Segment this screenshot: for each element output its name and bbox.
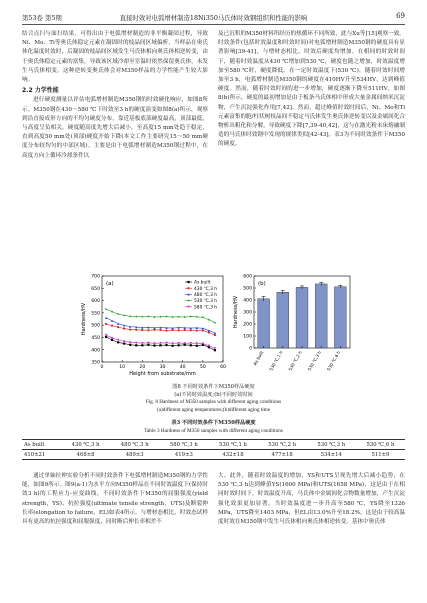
data-point [153, 316, 155, 318]
data-point [214, 322, 216, 324]
table-cell: 489±3 [110, 450, 159, 460]
y-tick-label: 650 [91, 286, 100, 292]
data-point [123, 314, 125, 316]
x-tick-label: 530 ℃,6 h [325, 350, 342, 372]
data-point [117, 326, 119, 328]
legend-label: 530 ℃,3 h [194, 299, 218, 305]
table-header-cell: 430 ℃,3 h [61, 440, 110, 450]
data-point [141, 329, 143, 331]
data-point [123, 342, 125, 344]
table-cell: 410±21 [22, 450, 61, 460]
y-tick-label: 550 [91, 311, 100, 317]
x-tick-label: 0 [100, 365, 104, 370]
y-tick-label: 350 [91, 360, 100, 366]
section-heading: 2.2 力学性能 [22, 87, 59, 95]
chart-hardness-vs-aging-time [230, 270, 354, 380]
data-point [153, 329, 155, 331]
data-point [196, 345, 198, 347]
y-tick-label: 300 [243, 310, 252, 316]
data-point [196, 329, 198, 331]
figure-subcaption-en: (a)different aging temperatures;(b)different aging time [156, 406, 271, 413]
data-point [135, 344, 137, 346]
chart-hardness-vs-height [78, 270, 228, 380]
y-tick-label: 0 [249, 346, 252, 352]
series-line [106, 335, 215, 349]
data-point [184, 329, 186, 331]
legend-label: 430 ℃,3 h [194, 286, 218, 292]
y-tick-label: 600 [243, 274, 252, 280]
y-tick-label: 500 [91, 323, 100, 329]
running-title: 直接时效对电弧增材制造18Ni350马氏体时效钢组织和性能的影响 [119, 14, 308, 22]
legend-marker [187, 300, 189, 302]
legend-marker [187, 281, 189, 283]
panel-label: (a) [106, 281, 114, 287]
data-point [165, 329, 167, 331]
x-tick-label: 30 [159, 365, 166, 370]
legend-marker [187, 287, 189, 289]
data-point [184, 316, 186, 318]
left-column [22, 30, 208, 161]
data-point [117, 313, 119, 315]
table-cell: 511±9 [356, 450, 405, 460]
x-tick-label: 20 [139, 365, 146, 370]
data-point [135, 315, 137, 317]
figure-subcaption-cn: (a)不同时效温度;(b)不同时效时间 [174, 391, 253, 398]
data-point [105, 308, 107, 310]
data-point [202, 316, 204, 318]
x-tick-label: 60 [220, 365, 226, 370]
table-cell: 468±8 [61, 450, 110, 460]
y-axis-label: Hardness/HV [233, 295, 239, 329]
data-point [159, 316, 161, 318]
y-tick-label: 200 [243, 322, 252, 328]
table-header-cell: 530 ℃,6 h [356, 440, 405, 450]
page-number: 69 [396, 12, 405, 20]
data-point [196, 316, 198, 318]
legend-label: 580 ℃,3 h [194, 305, 218, 311]
paragraph: 进行硬度测量以评估电弧增材制造M350钢的时效硬化响应，如图8所示。M350钢在430～580 ℃下时效至3 h的硬度演变如图8(a)所示，观察到沿直接成形方向的不均匀硬度分布，靠近基板底部硬度最高，顶部最低，与高度呈负相关。硬度随高度先增大后减小，至高度15 mm处趋于稳定，直到高度50 mm处(顶部)硬度开始下降(本文工作主要研究15～50 mm硬度分布较均匀的中部区域)。主要是由于电弧增材制造M350钢过程中，在高度方向上循环冷却条件以 [22, 97, 208, 159]
data-point [171, 316, 173, 318]
table-header-cell: 580 ℃,3 h [159, 440, 208, 450]
data-point [111, 339, 113, 341]
data-point [190, 344, 192, 346]
x-tick-label: 50 [199, 365, 206, 370]
data-point [208, 319, 210, 321]
x-tick-label: 40 [179, 365, 186, 370]
data-point [111, 320, 113, 322]
legend-label: As built [194, 280, 211, 286]
table-row [22, 450, 405, 460]
table-cell: 432±18 [208, 450, 257, 460]
figure-caption-cn: 图8 不同时效条件下M350样品硬度 [172, 384, 255, 390]
panel-label: (b) [258, 281, 266, 287]
right-column-bottom [218, 472, 405, 527]
data-point [165, 315, 167, 317]
data-point [123, 327, 125, 329]
y-tick-label: 400 [243, 298, 252, 304]
bar [315, 284, 327, 348]
table-header-cell: 480 ℃,3 h [110, 440, 159, 450]
table-cell: 477±18 [258, 450, 307, 460]
table-3 [22, 439, 405, 460]
data-point [202, 329, 204, 331]
data-point [105, 334, 107, 336]
data-point [190, 315, 192, 317]
figure-caption [22, 384, 405, 414]
table-caption-cn: 表3 不同时效条件下M350样品硬度 [171, 420, 256, 426]
x-axis-label: Height from substrate/mm [129, 371, 196, 377]
paragraph: 及已沉积的M350材料所经历的热循环不同所致，此与Xu等[15]观察一致。时效条件(包括时效温度和时效时间)对电弧增材制造M350钢的硬度具有显著影响[39-41]，与增材态相比，时效后硬度均增加。在相同的时效时间下，随着时效温度从430 ℃增加到530 ℃，硬度也随之增加，时效温度增加至580 ℃时，硬度降低。在一定时效温度下(530 ℃)，随着时效时间增加至3 h，电弧增材制造M350钢的硬度在410HV升至534HV，达到峰值硬度。然而，随着时效时间的进一步增加，硬度逐渐下降至511HV，如图8(b)所示。硬度的最初增加是由于板条马氏体相中形成大量金属间纳米沉淀物，产生沉淀强化作用[7,42]。然而，超过峰值时效时间后，Ni、Mo和Ti元素富集的胞/柱状树枝晶间不稳定马氏体发生奥氏体逆转变以及金属间化合物析出粗化和分解，导致硬度下降[7,39-40,42]，这与在激光粉末床熔融制造的马氏体时效钢中发现的规律类似[42-43]。表3为不同时效条件下M350的硬度。 [218, 31, 405, 148]
x-tick-label: 530 ℃,3 h [306, 350, 323, 372]
x-tick-label: 530 ℃,1 h [268, 350, 284, 372]
data-point [129, 344, 131, 346]
figure-caption-en: Fig. 8 Hardness of M350 samples with different aging conditions [145, 399, 282, 406]
y-tick-label: 100 [243, 334, 252, 340]
y-tick-label: 450 [91, 336, 100, 342]
data-point [117, 341, 119, 343]
bar [258, 299, 270, 348]
data-point [178, 344, 180, 346]
data-point [159, 329, 161, 331]
figure-8 [78, 270, 353, 380]
data-point [135, 329, 137, 331]
data-point [129, 315, 131, 317]
data-point [190, 329, 192, 331]
table-cell: 419±3 [159, 450, 208, 460]
data-point [105, 336, 107, 338]
journal-volume: 第53卷 第5期 [22, 14, 62, 22]
data-point [214, 334, 216, 336]
page-header [22, 10, 405, 25]
data-point [165, 344, 167, 346]
data-point [141, 316, 143, 318]
table-cell: 534±14 [307, 450, 356, 460]
bar [296, 287, 308, 348]
data-point [141, 344, 143, 346]
table-caption [22, 420, 405, 435]
y-tick-label: 500 [243, 286, 252, 292]
table-header-cell: 530 ℃,1 h [208, 440, 257, 450]
data-point [129, 328, 131, 330]
x-tick-label: 530 ℃,2 h [287, 350, 303, 372]
bar [334, 287, 346, 348]
bar [277, 292, 289, 348]
data-point [111, 311, 113, 313]
left-column-bottom [22, 472, 208, 527]
table-header-cell: 530 ℃,3 h [307, 440, 356, 450]
data-point [171, 329, 173, 331]
y-tick-label: 700 [91, 274, 100, 280]
y-tick-label: 600 [91, 299, 100, 305]
table-caption-en: Table 3 Hardness of M350 samples with different aging conditions [144, 427, 283, 434]
x-tick-label: As built [252, 350, 265, 367]
data-point [147, 329, 149, 331]
right-column [218, 30, 405, 150]
y-axis-label: Hardness/HV [81, 302, 87, 336]
data-point [178, 329, 180, 331]
table-header-cell: 530 ℃,2 h [258, 440, 307, 450]
data-point [178, 316, 180, 318]
paragraph: 通过单轴拉伸实验分析不同时效条件下电弧增材制造M350钢的力学性能，如图9所示。图9(a-1)为水平方向M350样品在不同时效温度下(保持时效3 h)的工程应力-应变曲线。不同时效条件下M350的屈服强度(yield strength，YS)、抗拉强度(ultimate tensile strength，UTS)及断裂伸长率(elongation to failure，EL)如表4所示。与增材态相比，时效态试样具有更高的抗拉强度和屈服强度，同时断后伸长率相差不 [22, 473, 208, 526]
paragraph: 大。此外，随着时效温度的增加，YS和UTS呈现先增大后减小趋势，在530 ℃,3 h达到峰值YS(1600 MPa)和UTS(1658 MPa)，这是由于在相同时效时间下，时效温度升高，马氏体中金属间化合物数量增加，产生沉淀强化效果更加显著。当时效温度进一步升高至580 ℃，YS降至1326 MPa，UTS降至1403 MPa，但EL由13.0%升至18.2%，这是由于较高温度时效在M350钢中发生马氏体相向奥氏体相逆转变，基体中奥氏体 [218, 473, 405, 526]
data-point [147, 344, 149, 346]
data-point [159, 344, 161, 346]
data-point [111, 325, 113, 327]
legend-label: 480 ℃,3 h [194, 293, 218, 298]
y-tick-label: 400 [91, 348, 100, 354]
paragraph: 结合点扫与面扫结果，可得出由于电弧增材制造的非平衡凝固过程，导致Ni、Mo、Ti等奥氏体稳定元素在凝固时的枝晶间区域偏析，当样品在奥氏体化温度时效时，后凝固的枝晶间区域发生马氏体相向奥氏体相逆转变，由于奥氏体稳定元素的富集，导致该区域冷却至室温时依然保留奥氏体，未发生马氏体相变，这种逆转变奥氏体会对M350样品的力学性能产生较大影响。 [22, 31, 208, 84]
table-header-row [22, 440, 405, 450]
table-header-cell: As built [22, 440, 61, 450]
data-point [105, 317, 107, 319]
data-point [171, 345, 173, 347]
data-point [105, 323, 107, 325]
data-point [208, 331, 210, 333]
data-point [153, 344, 155, 346]
x-tick-label: 10 [119, 365, 126, 370]
data-point [147, 315, 149, 317]
